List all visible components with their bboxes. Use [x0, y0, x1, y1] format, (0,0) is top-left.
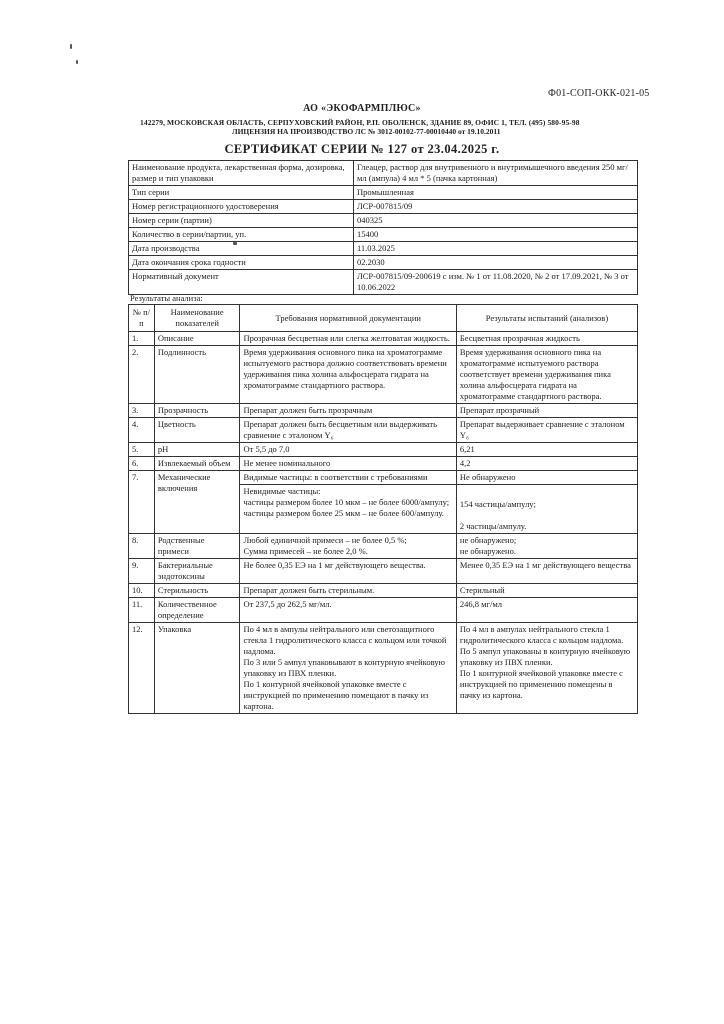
row-requirement: Время удерживания основного пика на хроматограмме испытуемого раствора должно соответствовать времени удерживания пика холина альфосцерата гидрата на хроматограмме стандартного раствора. — [240, 346, 456, 404]
result-line: не обнаружено. — [459, 546, 516, 556]
row-num: 6. — [129, 457, 155, 471]
table-row — [129, 346, 638, 404]
table-row — [129, 584, 638, 598]
result-line: По 4 мл в ампулах нейтрального стекла 1 гидролитического класса с кольцом надлома. — [459, 624, 624, 645]
row-name: Цветность — [154, 418, 240, 443]
table-row — [129, 443, 638, 457]
row-num: 12. — [129, 623, 155, 714]
info-key: Номер регистрационного удостоверения — [129, 200, 354, 214]
row-requirement — [240, 485, 456, 534]
row-num: 5. — [129, 443, 155, 457]
requirement-line: Любой единичной примеси – не более 0,5 %; — [243, 535, 407, 545]
requirement-line: частицы размером более 10 мкм – не более 6000/ампулу; — [243, 497, 450, 507]
row-name: Упаковка — [154, 623, 240, 714]
header-name: Наименование показателей — [154, 305, 240, 332]
requirement-line: По 3 или 5 ампул упаковывают в контурную ячейковую упаковку из ПВХ пленки. — [243, 657, 445, 678]
table-row — [129, 534, 638, 559]
table-row — [129, 404, 638, 418]
row-name: Механические включения — [154, 471, 240, 534]
info-value: Глеацер, раствор для внутривенного и внутримышечного введения 250 мг/мл (ампула) 4 мл * 5 (пачка картонная) — [354, 161, 638, 186]
row-result: 4,2 — [456, 457, 637, 471]
row-name: Описание — [154, 332, 240, 346]
row-requirement: Препарат должен быть прозрачным — [240, 404, 456, 418]
header-requirements: Требования нормативной документации — [240, 305, 456, 332]
info-key: Тип серии — [129, 186, 354, 200]
table-row — [129, 623, 638, 714]
info-value: 15400 — [354, 228, 638, 242]
row-num: 9. — [129, 559, 155, 584]
results-label: Результаты анализа: — [130, 293, 203, 303]
row-requirement: Не более 0,35 ЕЭ на 1 мг действующего вещества. — [240, 559, 456, 584]
row-num: 3. — [129, 404, 155, 418]
header-results: Результаты испытаний (анализов) — [456, 305, 637, 332]
row-result — [456, 623, 637, 714]
row-requirement: От 237,5 до 262,5 мг/мл. — [240, 598, 456, 623]
row-result: Менее 0,35 ЕЭ на 1 мг действующего вещества — [456, 559, 637, 584]
row-result: Стерильный — [456, 584, 637, 598]
requirement-line: Сумма примесей – не более 2,0 %. — [243, 546, 368, 556]
row-name: pH — [154, 443, 240, 457]
company-address: 142279, МОСКОВСКАЯ ОБЛАСТЬ, СЕРПУХОВСКИЙ РАЙОН, Р.П. ОБОЛЕНСК, ЗДАНИЕ 89, ОФИС 1, ТЕЛ. (495) 580-95-98 — [140, 118, 580, 127]
row-result: Бесцветная прозрачная жидкость — [456, 332, 637, 346]
header-num: № п/п — [129, 305, 155, 332]
info-row — [129, 186, 638, 200]
license-line: ЛИЦЕНЗИЯ НА ПРОИЗВОДСТВО ЛС № 3012-00102-77-00010440 от 19.10.2011 — [232, 127, 501, 136]
info-row — [129, 256, 638, 270]
row-name: Извлекаемый объем — [154, 457, 240, 471]
result-line: 154 частицы/ампулу; — [459, 499, 536, 509]
row-name: Подлинность — [154, 346, 240, 404]
table-row — [129, 418, 638, 443]
document-code: Ф01-СОП-ОКК-021-05 — [548, 88, 650, 99]
info-row — [129, 270, 638, 295]
row-name: Количественное определение — [154, 598, 240, 623]
row-name: Бактериальные эндотоксины — [154, 559, 240, 584]
info-row — [129, 214, 638, 228]
row-name: Прозрачность — [154, 404, 240, 418]
row-requirement: Препарат должен быть бесцветным или выдерживать сравнение с эталоном Y₆ — [240, 418, 456, 443]
row-num: 10. — [129, 584, 155, 598]
info-value: 040325 — [354, 214, 638, 228]
info-key: Дата производства — [129, 242, 354, 256]
table-row — [129, 457, 638, 471]
info-value: 02.2030 — [354, 256, 638, 270]
row-result: Не обнаружено — [456, 471, 637, 485]
requirement-line: По 1 контурной ячейковой упаковке вместе с инструкцией по применению помещают в пачку из картона. — [243, 679, 429, 711]
table-row — [129, 559, 638, 584]
table-row — [129, 332, 638, 346]
row-requirement: Не менее номинального — [240, 457, 456, 471]
row-requirement: Препарат должен быть стерильным. — [240, 584, 456, 598]
certificate-title: СЕРТИФИКАТ СЕРИИ № 127 от 23.04.2025 г. — [224, 142, 500, 156]
row-num: 1. — [129, 332, 155, 346]
row-requirement: Видимые частицы: в соответствии с требованиями — [240, 471, 456, 485]
row-num: 8. — [129, 534, 155, 559]
row-num: 7. — [129, 471, 155, 534]
row-requirement — [240, 534, 456, 559]
row-requirement: Прозрачная бесцветная или слегка желтоватая жидкость. — [240, 332, 456, 346]
info-row — [129, 161, 638, 186]
result-line: не обнаружено; — [459, 535, 517, 545]
requirement-line: Невидимые частицы: — [243, 486, 321, 496]
requirement-line: частицы размером более 25 мкм – не более 600/ампулу. — [243, 508, 444, 518]
result-line: По 5 ампул упакованы в контурную ячейковую упаковку из ПВХ пленки. — [459, 646, 631, 667]
row-num: 11. — [129, 598, 155, 623]
row-num: 4. — [129, 418, 155, 443]
table-row — [129, 471, 638, 485]
info-value: Промышленная — [354, 186, 638, 200]
scan-mark — [76, 60, 78, 64]
company-name: АО «ЭКОФАРМПЛЮС» — [303, 103, 421, 114]
requirement-line: По 4 мл в ампулы нейтрального или светозащитного стекла 1 гидролитического класса с кольцом или точкой надлома. — [243, 624, 447, 656]
row-requirement: От 5,5 до 7,0 — [240, 443, 456, 457]
result-line: По 1 контурной ячейковой упаковке вместе с инструкцией по применению помещены в пачку из картона. — [459, 668, 623, 700]
row-result: Препарат выдерживает сравнение с эталоном Y₆ — [456, 418, 637, 443]
info-row — [129, 242, 638, 256]
info-row — [129, 228, 638, 242]
scan-mark — [70, 44, 72, 49]
product-info-table — [128, 160, 638, 295]
info-key: Количество в серии/партии, уп. — [129, 228, 354, 242]
row-name: Стерильность — [154, 584, 240, 598]
row-requirement — [240, 623, 456, 714]
results-header-row — [129, 305, 638, 332]
row-result: 6,21 — [456, 443, 637, 457]
info-value: 11.03.2025 — [354, 242, 638, 256]
row-num: 2. — [129, 346, 155, 404]
info-key: Наименование продукта, лекарственная форма, дозировка, размер и тип упаковки — [129, 161, 354, 186]
results-table — [128, 304, 638, 714]
info-value: ЛСР-007815/09-200619 с изм. № 1 от 11.08.2020, № 2 от 17.09.2021, № 3 от 10.06.2022 — [354, 270, 638, 295]
row-result: 246,8 мг/мл — [456, 598, 637, 623]
info-value: ЛСР-007815/09 — [354, 200, 638, 214]
result-line: 2 частицы/ампулу. — [459, 521, 527, 531]
row-result: Препарат прозрачный — [456, 404, 637, 418]
row-result — [456, 485, 637, 534]
info-row — [129, 200, 638, 214]
info-key: Нормативный документ — [129, 270, 354, 295]
table-row — [129, 598, 638, 623]
row-result: Время удерживания основного пика на хроматограмме испытуемого раствора соответствует времени удерживания пика холина альфосцерата гидрата на хроматограмме стандартного раствора. — [456, 346, 637, 404]
row-result — [456, 534, 637, 559]
row-name: Родственные примеси — [154, 534, 240, 559]
info-key: Номер серии (партии) — [129, 214, 354, 228]
info-key: Дата окончания срока годности — [129, 256, 354, 270]
